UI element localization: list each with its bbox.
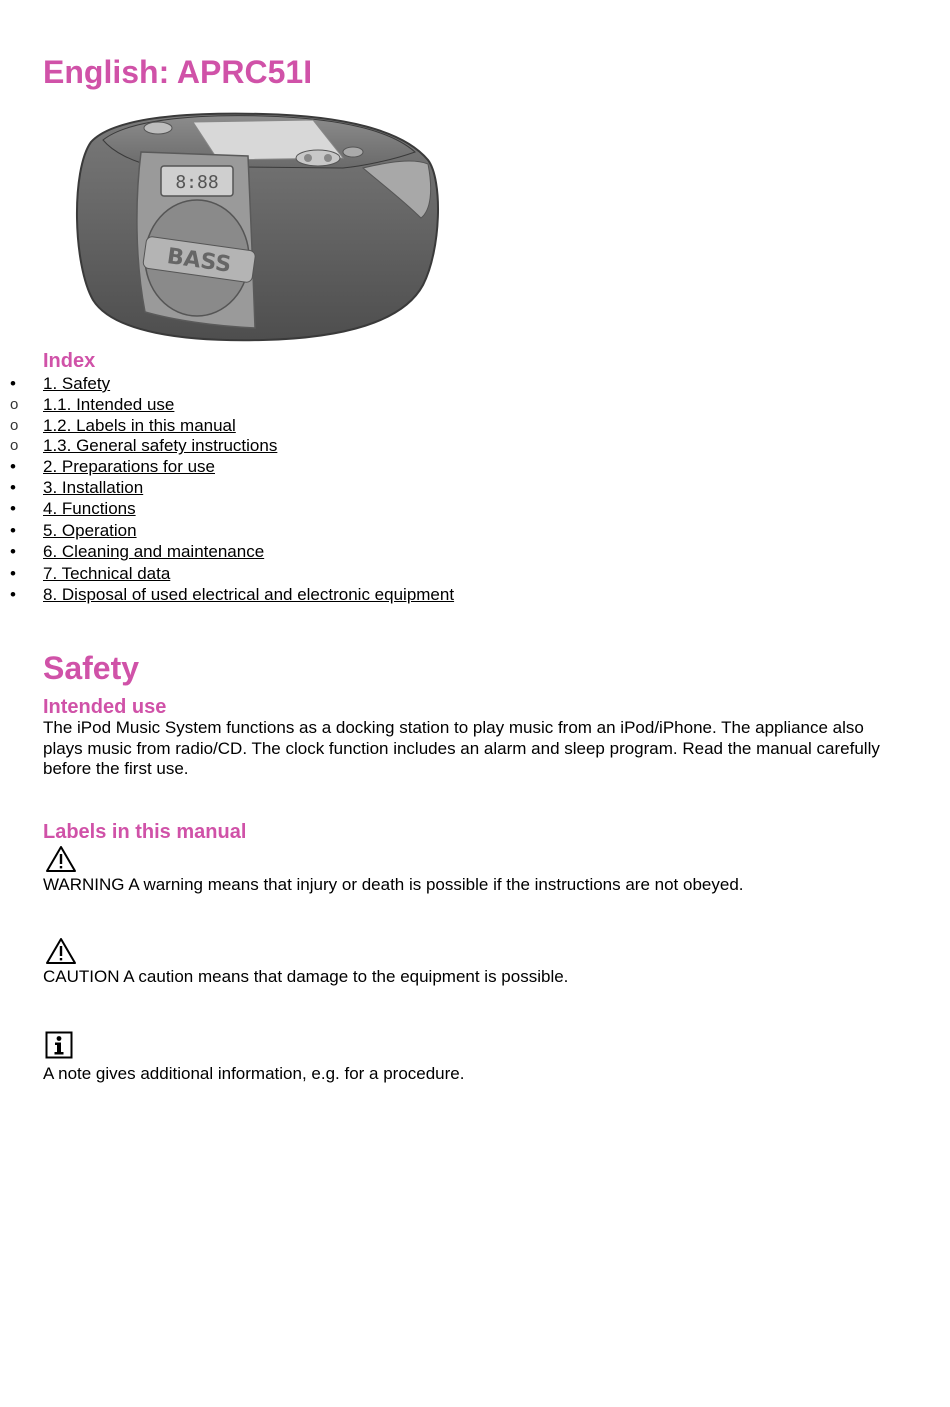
list-item xyxy=(0,374,900,395)
bullet-icon: • xyxy=(10,584,16,604)
index-link-functions[interactable]: 4. Functions xyxy=(43,499,136,519)
note-text: A note gives additional information, e.g. for a procedure. xyxy=(43,1064,465,1083)
bullet-icon: • xyxy=(10,477,16,497)
bullet-icon: • xyxy=(10,456,16,476)
intended-use-text: The iPod Music System functions as a docking station to play music from an iPod/iPhone. The appliance also plays music from radio/CD. The clock function includes an alarm and sleep program. Read the manual carefully before the first use. xyxy=(43,718,880,778)
list-item xyxy=(0,478,900,499)
index-link-labels[interactable]: 1.2. Labels in this manual xyxy=(43,415,236,435)
caution-text: CAUTION A caution means that damage to the equipment is possible. xyxy=(43,967,569,986)
warning-triangle-icon xyxy=(45,937,77,965)
list-item xyxy=(0,499,900,520)
circle-bullet-icon: o xyxy=(10,437,19,455)
list-item xyxy=(0,436,900,456)
index-link-cleaning[interactable]: 6. Cleaning and maintenance xyxy=(43,542,265,562)
bullet-icon: • xyxy=(10,542,16,562)
list-item xyxy=(0,395,900,415)
warning-triangle-icon xyxy=(45,845,77,873)
list-item xyxy=(0,457,900,478)
index-link-safety[interactable]: 1. Safety xyxy=(43,374,111,393)
index-link-general-safety[interactable]: 1.3. General safety instructions xyxy=(43,436,278,456)
list-item xyxy=(0,542,900,563)
intended-use-heading: Intended use xyxy=(43,696,167,718)
warning-text: WARNING A warning means that injury or death is possible if the instructions are not obeyed. xyxy=(43,875,744,894)
bullet-icon: • xyxy=(10,374,16,393)
svg-text:8:88: 8:88 xyxy=(175,172,219,193)
product-image xyxy=(43,100,455,346)
list-item xyxy=(0,585,900,606)
list-item xyxy=(0,564,900,585)
bullet-icon: • xyxy=(10,563,16,583)
index-list xyxy=(0,374,900,606)
list-item xyxy=(0,416,900,436)
svg-text:BASS: BASS xyxy=(165,244,233,278)
bullet-icon: • xyxy=(10,499,16,519)
index-link-installation[interactable]: 3. Installation xyxy=(43,477,144,497)
circle-bullet-icon: o xyxy=(10,396,19,414)
info-icon xyxy=(45,1031,73,1059)
index-link-operation[interactable]: 5. Operation xyxy=(43,520,137,540)
index-link-disposal[interactable]: 8. Disposal of used electrical and electronic equipment xyxy=(43,584,455,604)
bullet-icon: • xyxy=(10,520,16,540)
page-title: English: APRC51I xyxy=(43,54,313,90)
index-link-technical-data[interactable]: 7. Technical data xyxy=(43,563,171,583)
list-item xyxy=(0,521,900,542)
index-link-intended-use[interactable]: 1.1. Intended use xyxy=(43,395,175,415)
index-link-preparations[interactable]: 2. Preparations for use xyxy=(43,456,215,476)
labels-heading: Labels in this manual xyxy=(43,821,247,843)
circle-bullet-icon: o xyxy=(10,416,19,434)
safety-heading: Safety xyxy=(43,650,140,686)
index-heading: Index xyxy=(43,350,96,372)
